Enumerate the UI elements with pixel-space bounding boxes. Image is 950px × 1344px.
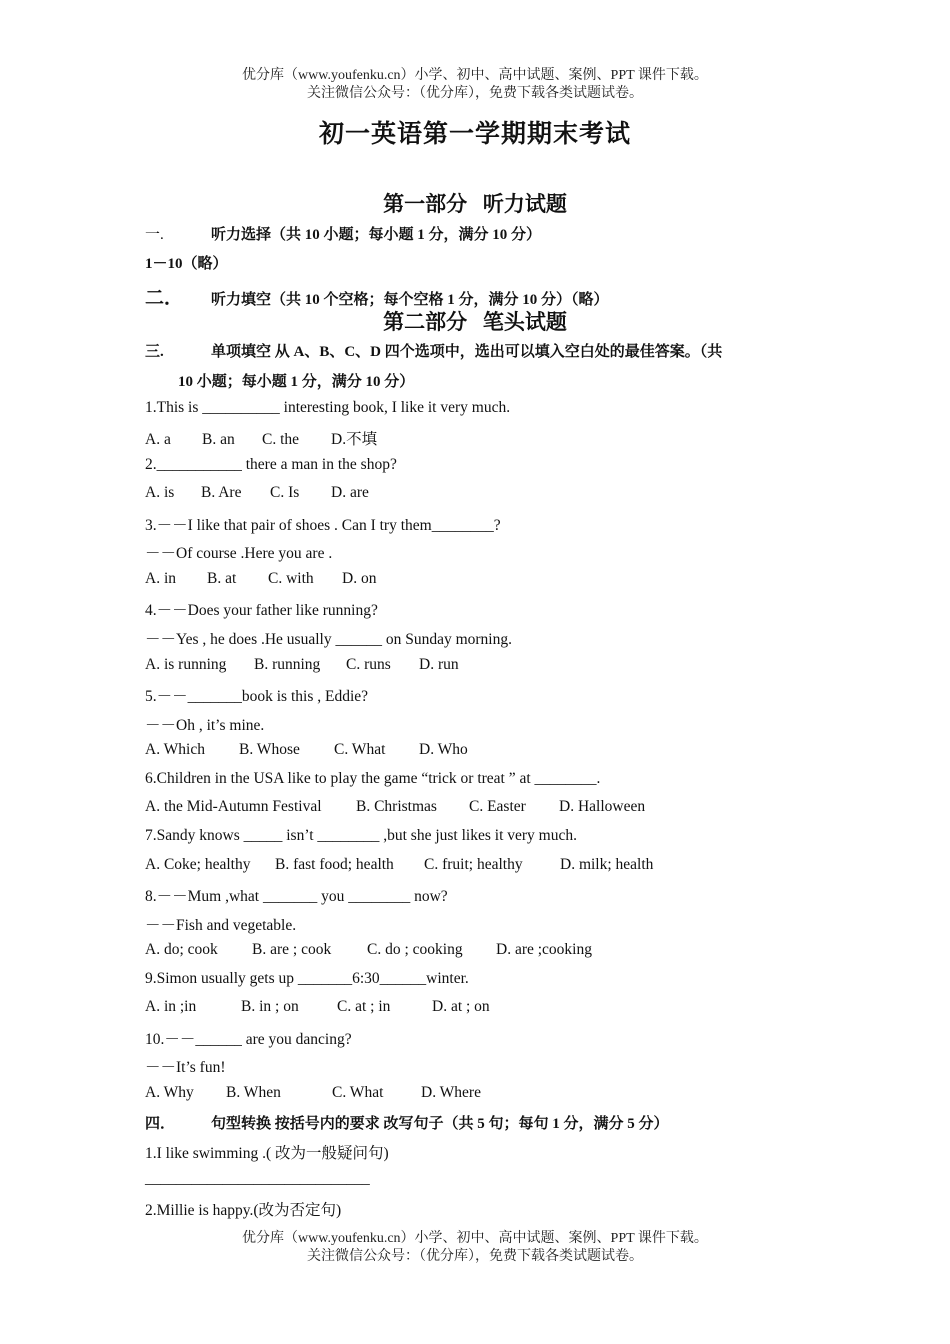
question-6-stem: 6.Children in the USA like to play the game “trick or treat ” at ________. <box>145 770 601 787</box>
question-2-stem: 2.___________ there a man in the shop? <box>145 456 397 473</box>
q5-option-b: B. Whose <box>239 741 300 758</box>
section-three-number: 三. <box>145 344 164 360</box>
q8-option-c: C. do ; cooking <box>367 941 463 958</box>
header-line-1: 优分库（www.youfenku.cn）小学、初中、高中试题、案例、PPT 课件下载。 <box>242 68 708 83</box>
footer-line-1: 优分库（www.youfenku.cn）小学、初中、高中试题、案例、PPT 课件下载。 <box>242 1231 708 1246</box>
part-one-title: 听力试题 <box>482 192 567 216</box>
page-title: 初一英语第一学期期末考试 <box>318 121 631 148</box>
q6-option-b: B. Christmas <box>356 798 437 815</box>
section-three-text: 单项填空 从 A、B、C、D 四个选项中，选出可以填入空白处的最佳答案。（共 <box>211 344 723 360</box>
section-three-text-cont: 10 小题；每小题 1 分，满分 10 分） <box>178 374 415 390</box>
q4-option-d: D. run <box>419 656 459 673</box>
section-one-text: 听力选择（共 10 小题；每小题 1 分，满分 10 分） <box>211 227 542 243</box>
rewrite-2-prompt: 2.Millie is happy.(改为否定句) <box>145 1202 342 1219</box>
q9-option-b: B. in ; on <box>241 998 299 1015</box>
q10-option-d: D. Where <box>421 1084 481 1101</box>
q1-option-c: C. the <box>262 431 300 448</box>
q9-option-a: A. in ;in <box>145 998 197 1015</box>
q8-option-d: D. are ;cooking <box>496 941 592 958</box>
question-8-stem: 8.－－Mum ,what _______ you ________ now? <box>145 888 448 905</box>
q3-option-c: C. with <box>268 570 314 587</box>
q7-option-c: C. fruit; healthy <box>424 856 523 873</box>
q10-option-a: A. Why <box>145 1084 194 1101</box>
footer-line-2: 关注微信公众号：（优分库），免费下载各类试题试卷。 <box>307 1249 643 1264</box>
q3-option-b: B. at <box>207 570 237 587</box>
question-5-response: －－Oh , it’s mine. <box>145 717 265 734</box>
q7-option-b: B. fast food; health <box>275 856 394 873</box>
question-4-options <box>145 656 459 674</box>
rewrite-1-answer-line: _____________________________ <box>145 1170 370 1187</box>
q9-option-d: D. at ; on <box>432 998 490 1015</box>
q1-option-d: D.不填 <box>331 431 378 448</box>
q8-option-b: B. are ; cook <box>252 941 332 958</box>
part-one-label: 第一部分 <box>383 192 468 216</box>
part-two-label: 第二部分 <box>383 310 468 334</box>
question-9-options <box>145 998 490 1016</box>
question-7-stem: 7.Sandy knows _____ isn’t ________ ,but she just likes it very much. <box>145 827 577 844</box>
question-5-stem: 5.－－_______book is this , Eddie? <box>145 688 369 705</box>
question-7-options <box>145 856 653 874</box>
q2-option-d: D. are <box>331 484 369 501</box>
question-4-response: －－Yes , he does .He usually ______ on Sunday morning. <box>145 631 512 648</box>
section-one-number: 一. <box>145 227 164 243</box>
q9-option-c: C. at ; in <box>337 998 391 1015</box>
question-10-response: －－It’s fun! <box>145 1059 226 1076</box>
question-3-response: －－Of course .Here you are . <box>145 545 333 562</box>
q8-option-a: A. do; cook <box>145 941 218 958</box>
part-two-heading <box>0 306 950 336</box>
section-two-number: 二． <box>145 288 184 309</box>
rewrite-1-prompt: 1.I like swimming .( 改为一般疑问句) <box>145 1145 389 1162</box>
section-four-text: 句型转换 按括号内的要求 改写句子（共 5 句；每句 1 分，满分 5 分） <box>211 1116 669 1132</box>
q1-option-b: B. an <box>202 431 235 448</box>
q2-option-b: B. Are <box>201 484 242 501</box>
question-6-options <box>145 798 645 816</box>
section-one <box>145 223 541 244</box>
question-10-options <box>145 1084 481 1102</box>
q10-option-b: B. When <box>226 1084 281 1101</box>
question-10-stem: 10.－－______ are you dancing? <box>145 1031 352 1048</box>
q5-option-c: C. What <box>334 741 386 758</box>
section-four <box>145 1112 669 1133</box>
question-3-options <box>145 570 376 588</box>
section-two-text: 听力填空（共 10 个空格；每个空格 1 分，满分 10 分）（略） <box>211 292 609 308</box>
question-8-response: －－Fish and vegetable. <box>145 917 297 934</box>
q3-option-a: A. in <box>145 570 176 587</box>
part-two-title: 笔头试题 <box>482 310 567 334</box>
q7-option-a: A. Coke; healthy <box>145 856 251 873</box>
section-one-note: 1－10（略） <box>145 256 228 272</box>
question-4-stem: 4.－－Does your father like running? <box>145 602 378 619</box>
question-2-options <box>145 484 369 502</box>
q10-option-c: C. What <box>332 1084 384 1101</box>
q5-option-d: D. Who <box>419 741 468 758</box>
q6-option-c: C. Easter <box>469 798 526 815</box>
q2-option-a: A. is <box>145 484 175 501</box>
q7-option-d: D. milk; health <box>560 856 654 873</box>
section-three <box>145 340 722 361</box>
q3-option-d: D. on <box>342 570 377 587</box>
q4-option-c: C. runs <box>346 656 391 673</box>
q5-option-a: A. Which <box>145 741 205 758</box>
part-one-heading <box>0 188 950 218</box>
section-four-number: 四． <box>145 1116 176 1132</box>
question-9-stem: 9.Simon usually gets up _______6:30______winter. <box>145 970 469 987</box>
question-1-options <box>145 427 377 449</box>
q4-option-b: B. running <box>254 656 321 673</box>
header-line-2: 关注微信公众号：（优分库），免费下载各类试题试卷。 <box>307 86 643 101</box>
question-1-stem: 1.This is __________ interesting book, I like it very much. <box>145 399 511 416</box>
q1-option-a: A. a <box>145 431 171 448</box>
question-3-stem: 3.－－I like that pair of shoes . Can I try them________? <box>145 517 501 534</box>
q6-option-d: D. Halloween <box>559 798 646 815</box>
question-5-options <box>145 741 468 759</box>
q4-option-a: A. is running <box>145 656 227 673</box>
question-8-options <box>145 941 592 959</box>
q2-option-c: C. Is <box>270 484 300 501</box>
q6-option-a: A. the Mid-Autumn Festival <box>145 798 322 815</box>
